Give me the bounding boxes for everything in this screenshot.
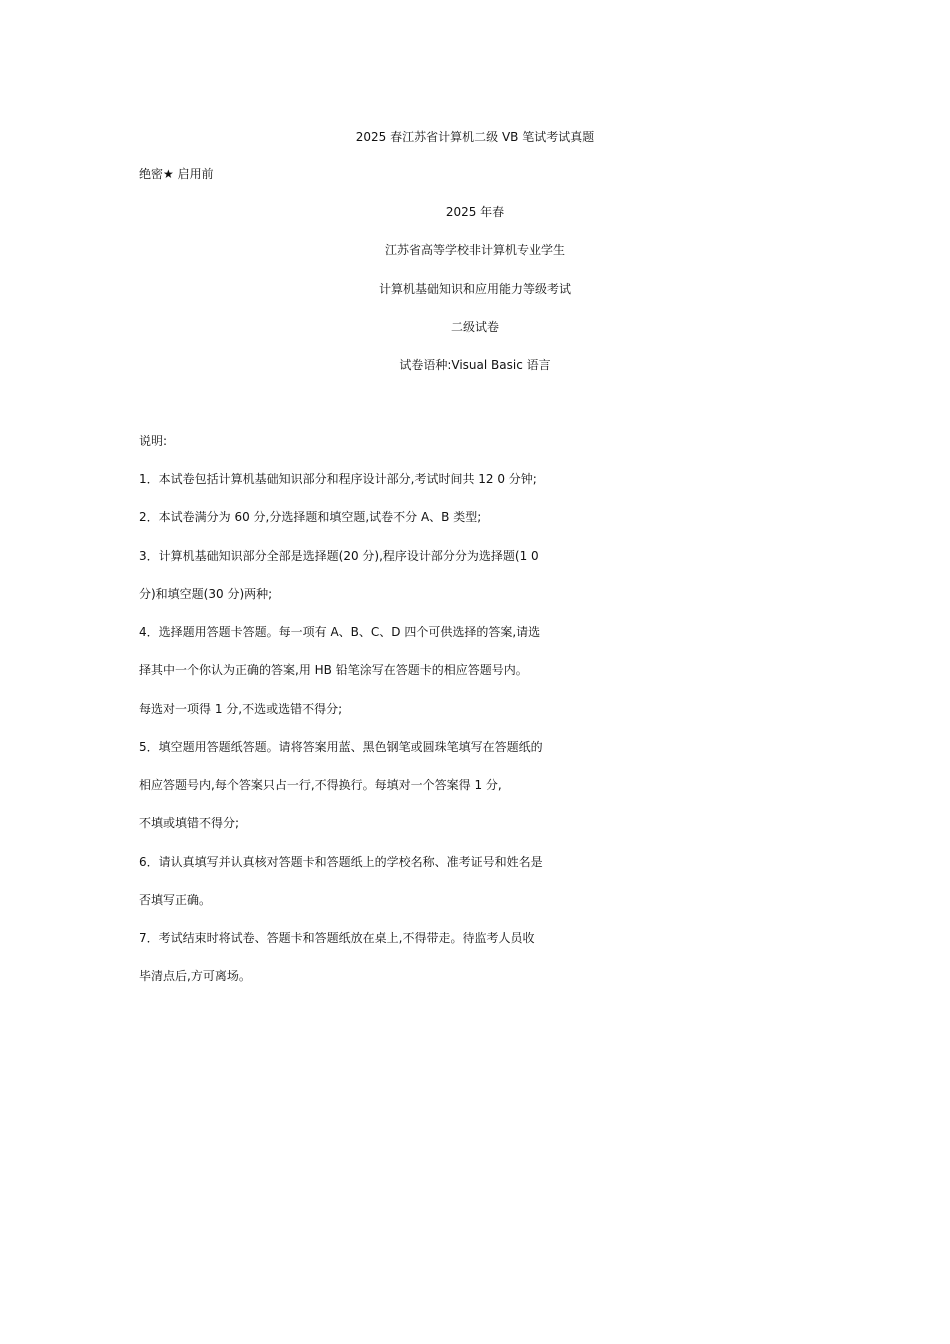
instruction-line: 择其中一个你认为正确的答案,用 HB 铅笔涂写在答题卡的相应答题号内。 xyxy=(139,663,528,677)
instruction-line: 2．本试卷满分为 60 分,分选择题和填空题,试卷不分 A、B 类型; xyxy=(139,510,482,524)
secret-mark: 绝密★ 启用前 xyxy=(139,167,214,181)
header-line-level: 二级试卷 xyxy=(450,320,499,334)
header-line-exam: 计算机基础知识和应用能力等级考试 xyxy=(378,282,571,296)
header-line-year: 2025 年春 xyxy=(445,205,505,219)
instruction-line: 7．考试结束时将试卷、答题卡和答题纸放在桌上,不得带走。待监考人员收 xyxy=(139,931,535,945)
instruction-line: 5．填空题用答题纸答题。请将答案用蓝、黑色钢笔或圆珠笔填写在答题纸的 xyxy=(139,740,543,754)
instruction-line: 1．本试卷包括计算机基础知识部分和程序设计部分,考试时间共 12 0 分钟; xyxy=(139,472,537,486)
instruction-line: 每选对一项得 1 分,不选或选错不得分; xyxy=(139,702,343,716)
instruction-line: 毕清点后,方可离场。 xyxy=(139,969,251,983)
instruction-line: 分)和填空题(30 分)两种; xyxy=(139,587,273,601)
instruction-line: 否填写正确。 xyxy=(139,893,212,907)
instruction-line: 3．计算机基础知识部分全部是选择题(20 分),程序设计部分分为选择题(1 0 xyxy=(139,549,539,563)
document-title: 2025 春江苏省计算机二级 VB 笔试考试真题 xyxy=(355,130,595,144)
instruction-line: 不填或填错不得分; xyxy=(139,816,240,830)
header-line-school: 江苏省高等学校非计算机专业学生 xyxy=(384,243,565,257)
instruction-line: 4．选择题用答题卡答题。每一项有 A、B、C、D 四个可供选择的答案,请选 xyxy=(139,625,541,639)
instruction-line: 相应答题号内,每个答案只占一行,不得换行。每填对一个答案得 1 分, xyxy=(139,778,502,792)
instructions-heading: 说明: xyxy=(139,434,168,448)
header-line-language: 试卷语种:Visual Basic 语言 xyxy=(399,358,551,372)
instruction-line: 6．请认真填写并认真核对答题卡和答题纸上的学校名称、准考证号和姓名是 xyxy=(139,855,543,869)
